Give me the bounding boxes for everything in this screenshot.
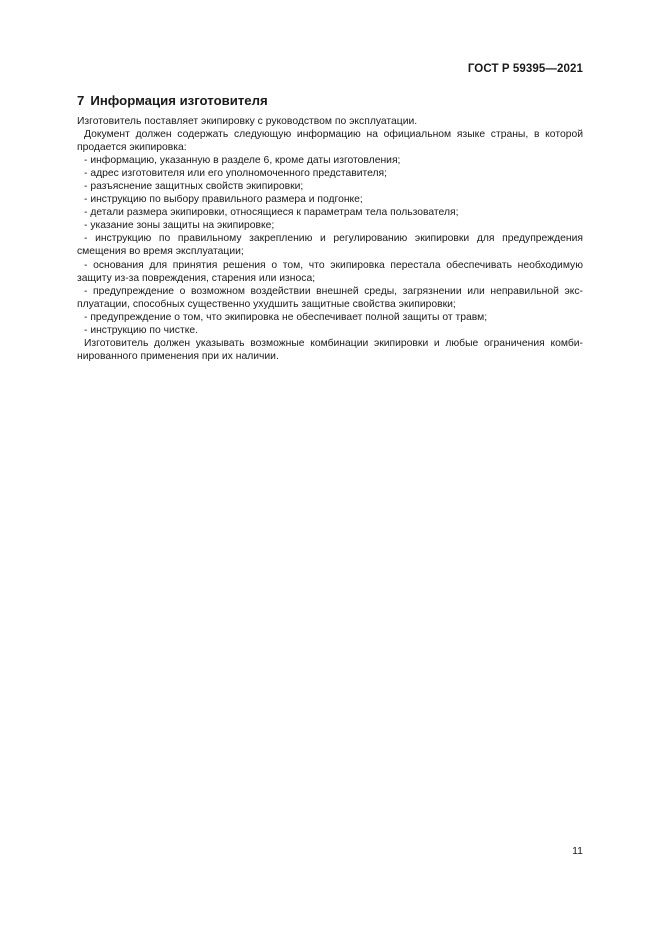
- page-number: 11: [572, 845, 583, 857]
- list-item: - адрес изготовителя или его уполномоченного представителя;: [84, 168, 388, 180]
- section-heading: [77, 93, 268, 108]
- list-item: - разъяснение защитных свойств экипировки;: [84, 181, 304, 193]
- section-body: [77, 115, 583, 363]
- section-number: 7: [77, 93, 85, 108]
- list-item: - детали размера экипировки, относящиеся к параметрам тела пользователя;: [84, 207, 459, 219]
- list-item-continuation: смещения во время эксплуатации;: [77, 246, 244, 258]
- list-item: - инструкцию по правильному закреплению и регулированию экипировки для предупреждения: [84, 233, 583, 245]
- paragraph-line: нированного применения при их наличии.: [77, 350, 279, 362]
- paragraph-line: продается экипировка:: [77, 142, 187, 154]
- paragraph-line: Изготовитель должен указывать возможные комбинации экипировки и любые ограничения комби-: [84, 337, 583, 349]
- paragraph-line: Документ должен содержать следующую информацию на официальном языке страны, в которой: [84, 129, 583, 141]
- list-item-continuation: плуатации, способных существенно ухудшить защитные свойства экипировки;: [77, 298, 456, 310]
- list-item: - инструкцию по выбору правильного размера и подгонке;: [84, 194, 363, 206]
- list-item: - информацию, указанную в разделе 6, кроме даты изготовления;: [84, 155, 401, 167]
- standard-code-header: ГОСТ Р 59395—2021: [467, 63, 583, 75]
- paragraph-line: Изготовитель поставляет экипировку с руководством по эксплуатации.: [77, 116, 418, 127]
- list-item: - предупреждение о том, что экипировка не обеспечивает полной защиты от травм;: [84, 311, 488, 323]
- list-item: - указание зоны защиты на экипировке;: [84, 220, 275, 232]
- list-item: - инструкцию по чистке.: [84, 324, 198, 336]
- list-item-continuation: защиту из-за повреждения, старения или износа;: [77, 272, 316, 284]
- list-item: - предупреждение о возможном воздействии внешней среды, загрязнении или неправильной экс-: [84, 285, 583, 297]
- list-item: - основания для принятия решения о том, что экипировка перестала обеспечивать необходимую: [84, 259, 583, 271]
- section-title-text: Информация изготовителя: [90, 93, 268, 108]
